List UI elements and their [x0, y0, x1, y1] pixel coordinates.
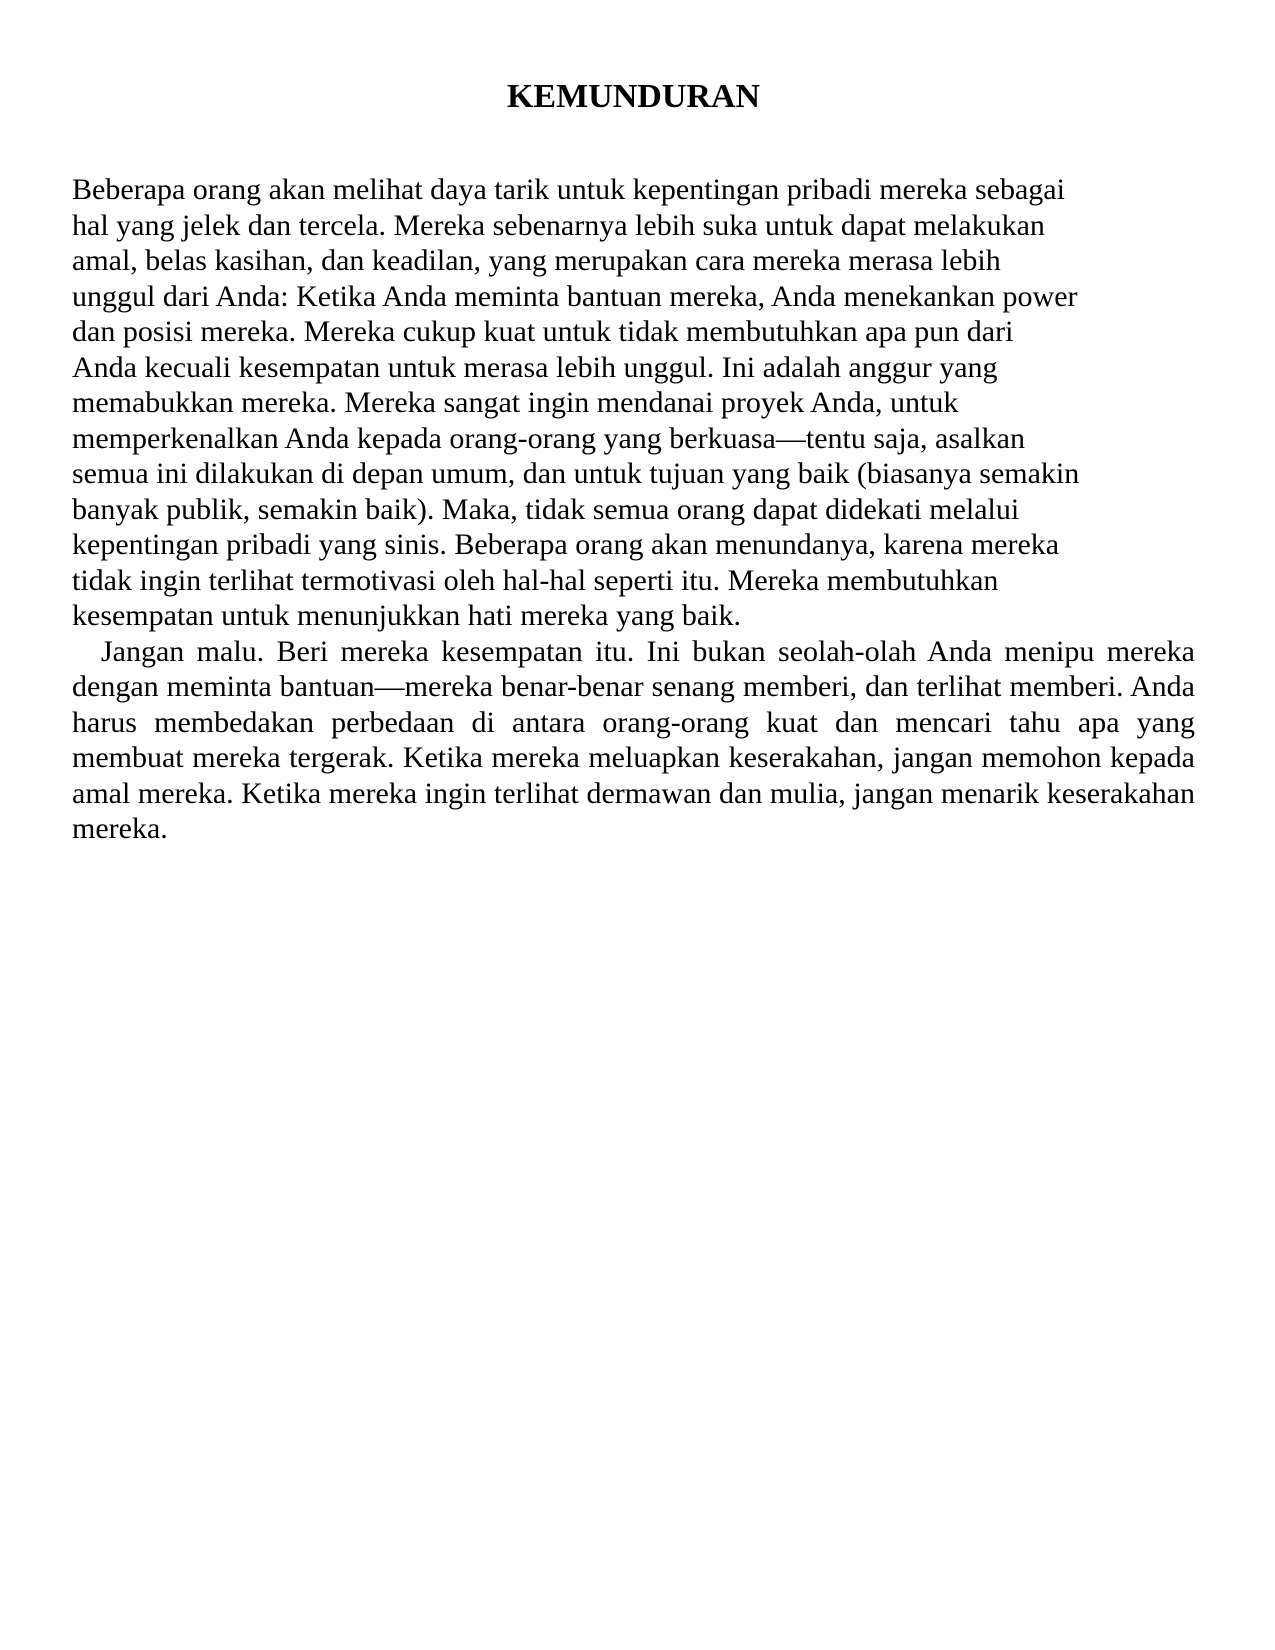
page-title: KEMUNDURAN [506, 78, 761, 115]
paragraph-1: Beberapa orang akan melihat daya tarik untuk kepentingan pribadi mereka sebagai hal yang jelek dan tercela. Mereka sebenarnya lebih suka untuk dapat melakukan amal, belas kasihan, dan keadilan, yang merupakan cara mereka merasa lebih unggul dari Anda: Ketika Anda meminta bantuan mereka, Anda menekankan power dan posisi mereka. Mereka cukup kuat untuk tidak membutuhkan apa pun dari Anda kecuali kesempatan untuk merasa lebih unggul. Ini adalah anggur yang memabukkan mereka. Mereka sangat ingin mendanai proyek Anda, untuk memperkenalkan Anda kepada orang-orang yang berkuasa—tentu saja, asalkan semua ini dilakukan di depan umum, dan untuk tujuan yang baik (biasanya semakin banyak publik, semakin baik). Maka, tidak semua orang dapat didekati melalui kepentingan pribadi yang sinis. Beberapa orang akan menundanya, karena mereka tidak ingin terlihat termotivasi oleh hal-hal seperti itu. Mereka membutuhkan kesempatan untuk menunjukkan hati mereka yang baik. [72, 173, 1080, 632]
paragraph-2: Jangan malu. Beri mereka kesempatan itu. Ini bukan seolah-olah Anda menipu mereka dengan meminta bantuan—mereka benar-benar senang memberi, dan terlihat memberi. Anda harus membedakan perbedaan di antara orang-orang kuat dan mencari tahu apa yang membuat mereka tergerak. Ketika mereka meluapkan keserakahan, jangan memohon kepada amal mereka. Ketika mereka ingin terlihat dermawan dan mulia, jangan menarik keserakahan mereka. [72, 634, 1195, 845]
body-text [72, 172, 1195, 847]
